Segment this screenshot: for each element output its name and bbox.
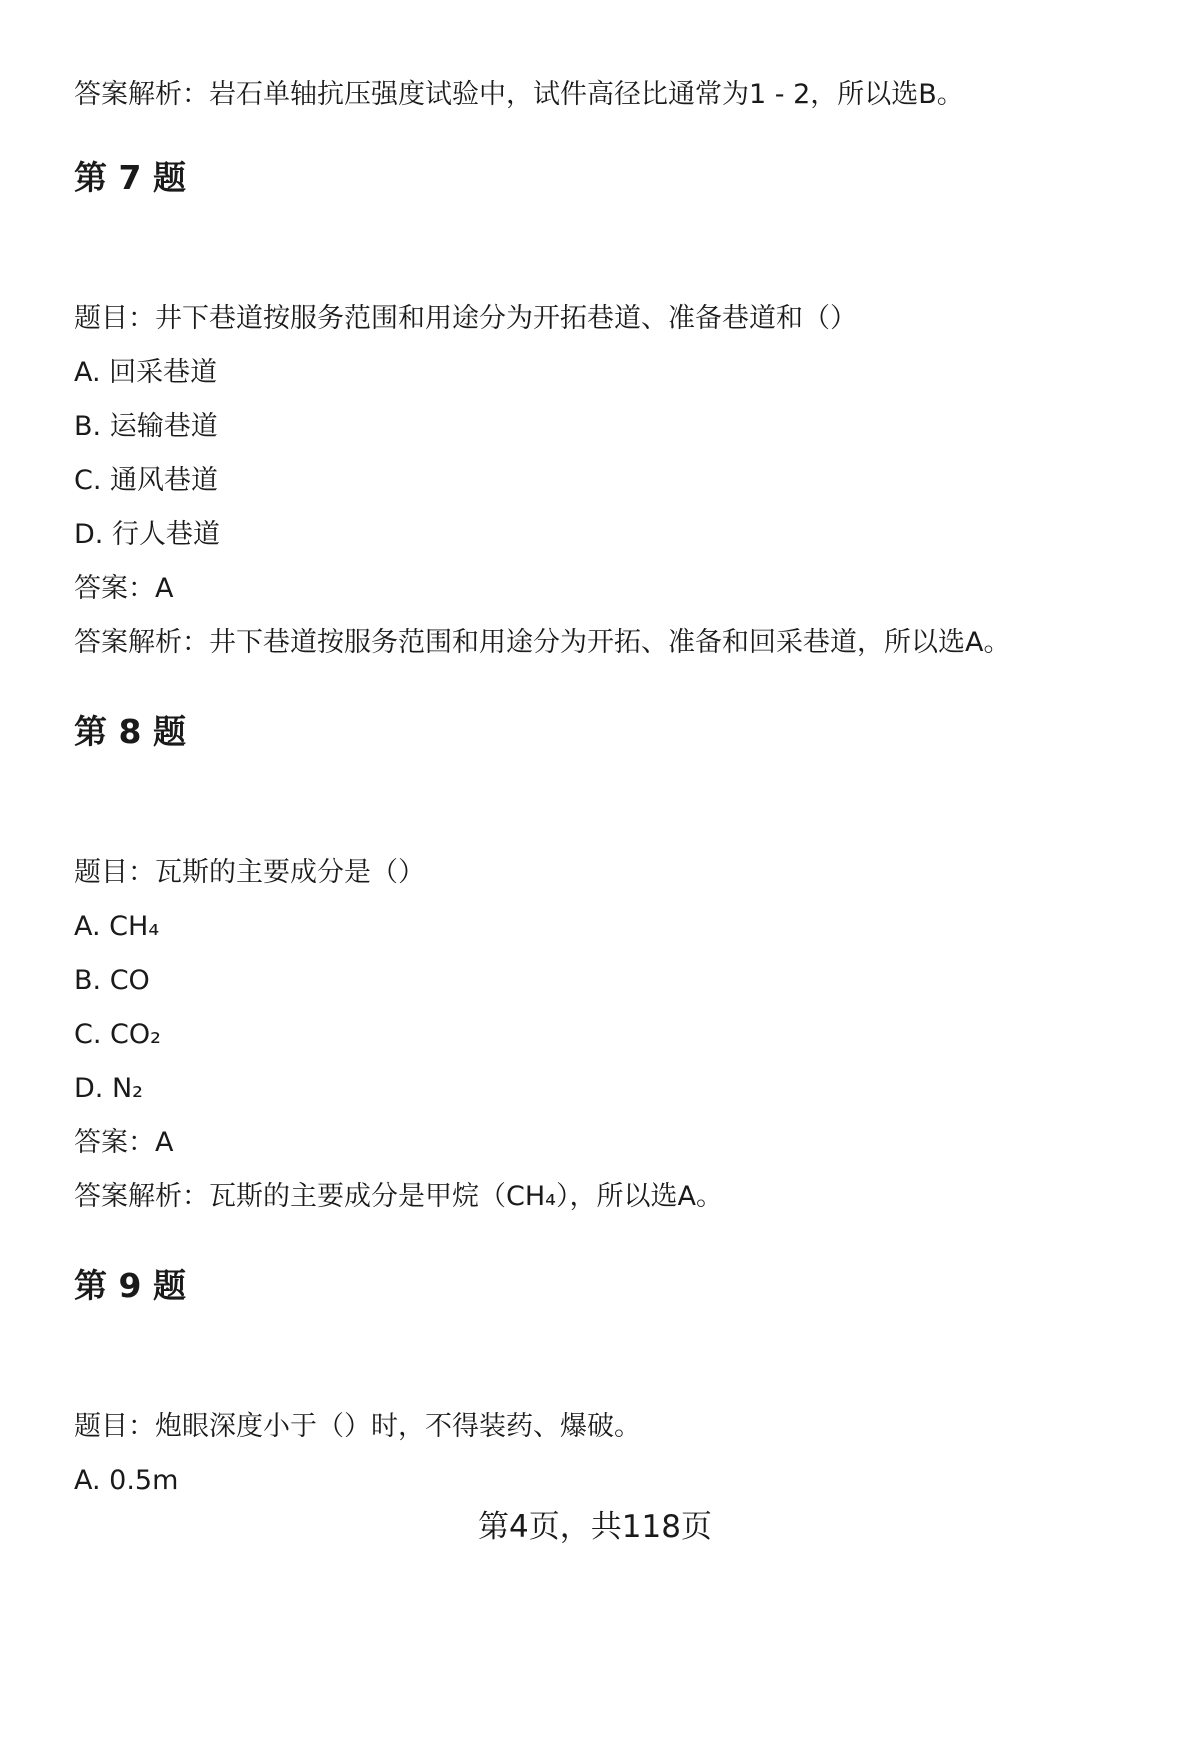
question-8-answer: 答案：A — [74, 1127, 174, 1158]
question-9-heading: 第 9 题 — [74, 1266, 186, 1305]
question-7-option-d: D. 行人巷道 — [74, 519, 220, 550]
question-7-answer: 答案：A — [74, 573, 174, 604]
question-7-heading: 第 7 题 — [74, 158, 186, 197]
question-7-option-a: A. 回采巷道 — [74, 357, 218, 388]
question-8-option-a: A. CH₄ — [74, 911, 160, 942]
question-9-option-a: A. 0.5m — [74, 1465, 179, 1496]
question-8-option-c: C. CO₂ — [74, 1019, 161, 1050]
page-footer: 第4页，共118页 — [478, 1509, 712, 1545]
question-7-option-c: C. 通风巷道 — [74, 465, 219, 496]
question-8-option-d: D. N₂ — [74, 1073, 143, 1104]
question-8-explanation: 答案解析：瓦斯的主要成分是甲烷（CH₄），所以选A。 — [74, 1181, 723, 1212]
question-7-text: 题目：井下巷道按服务范围和用途分为开拓巷道、准备巷道和（） — [74, 303, 857, 334]
question-7-option-b: B. 运输巷道 — [74, 411, 218, 442]
question-7-explanation: 答案解析：井下巷道按服务范围和用途分为开拓、准备和回采巷道，所以选A。 — [74, 627, 1011, 658]
question-8-option-b: B. CO — [74, 965, 150, 996]
previous-answer-explanation: 答案解析：岩石单轴抗压强度试验中，试件高径比通常为1 - 2，所以选B。 — [74, 79, 964, 110]
question-8-heading: 第 8 题 — [74, 712, 186, 751]
question-8-text: 题目：瓦斯的主要成分是（） — [74, 857, 425, 888]
question-9-text: 题目：炮眼深度小于（）时，不得装药、爆破。 — [74, 1411, 641, 1442]
